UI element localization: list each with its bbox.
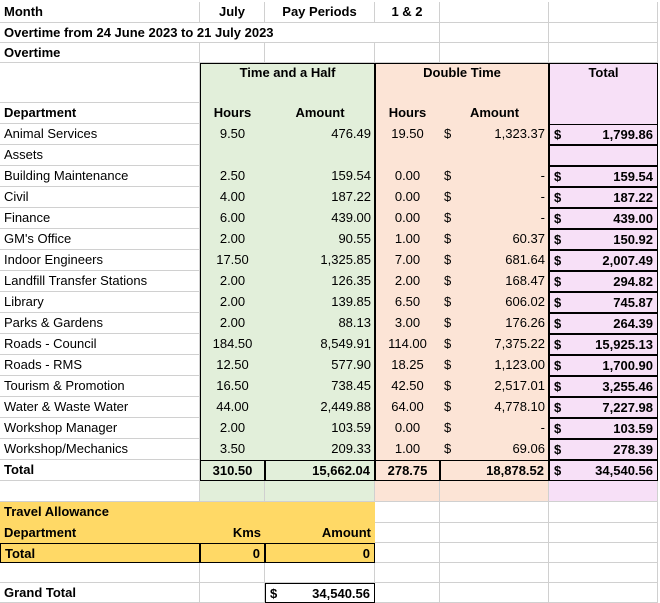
- row-total-value: 7,227.98: [602, 400, 653, 415]
- currency-symbol: $: [554, 379, 562, 394]
- dt-hours[interactable]: 7.00: [394, 252, 421, 267]
- col-th-hours[interactable]: Hours: [213, 105, 252, 120]
- month-label[interactable]: Month: [0, 2, 200, 23]
- currency-symbol: $: [554, 253, 562, 268]
- currency-symbol: $: [444, 210, 452, 225]
- th-hours[interactable]: 2.00: [219, 294, 246, 309]
- row-total-value: 187.22: [613, 190, 653, 205]
- currency-symbol: $: [554, 400, 562, 415]
- th-hours[interactable]: 2.00: [219, 420, 246, 435]
- row-total[interactable]: [549, 166, 658, 187]
- dt-amount[interactable]: [440, 439, 549, 460]
- empty-cell[interactable]: [0, 481, 200, 502]
- currency-symbol: $: [554, 358, 562, 373]
- travel-title[interactable]: Travel Allowance: [0, 502, 375, 523]
- th-hours[interactable]: 184.50: [212, 336, 253, 351]
- dt-amount[interactable]: [440, 250, 549, 271]
- department-name[interactable]: Water & Waste Water: [0, 397, 200, 418]
- currency-symbol: $: [554, 337, 562, 352]
- currency-symbol: $: [444, 231, 452, 246]
- department-name[interactable]: Roads - RMS: [0, 355, 200, 376]
- dt-amount-value: 4,778.10: [494, 399, 545, 414]
- pay-periods-value[interactable]: 1 & 2: [375, 2, 440, 23]
- month-value[interactable]: July: [200, 2, 265, 23]
- th-amount[interactable]: [265, 145, 375, 166]
- currency-symbol: $: [444, 420, 452, 435]
- dt-hours[interactable]: 114.00: [388, 336, 427, 351]
- empty-cell[interactable]: [549, 563, 658, 583]
- row-total[interactable]: [549, 229, 658, 250]
- row-total-value: 294.82: [613, 274, 653, 289]
- dt-hours[interactable]: 1.00: [394, 441, 421, 456]
- th-hours[interactable]: 2.00: [219, 315, 246, 330]
- empty-cell[interactable]: [375, 543, 440, 563]
- row-total[interactable]: [549, 208, 658, 229]
- empty-cell[interactable]: [440, 583, 549, 603]
- empty-cell[interactable]: [265, 563, 375, 583]
- currency-symbol: $: [554, 127, 562, 142]
- row-total[interactable]: [549, 145, 658, 166]
- empty-cell[interactable]: [440, 563, 549, 583]
- grand-total-value[interactable]: [265, 583, 375, 603]
- th-hours[interactable]: 2.00: [219, 273, 246, 288]
- col-department[interactable]: Department: [0, 103, 200, 124]
- department-name[interactable]: Assets: [0, 145, 200, 166]
- th-amount[interactable]: 1,325.85: [320, 252, 371, 267]
- grand-total-label[interactable]: Grand Total: [0, 583, 200, 603]
- currency-symbol: $: [444, 294, 452, 309]
- col-dt-hours[interactable]: Hours: [388, 105, 427, 120]
- row-total-value: 264.39: [613, 316, 653, 331]
- empty-cell[interactable]: [265, 481, 375, 502]
- row-total[interactable]: [549, 124, 658, 145]
- time-half-band[interactable]: [200, 83, 375, 103]
- row-total-value: 103.59: [613, 421, 653, 436]
- dt-amount-value: 606.02: [505, 294, 545, 309]
- dt-hours[interactable]: 0.00: [394, 210, 421, 225]
- empty-cell[interactable]: [440, 543, 549, 563]
- dt-hours[interactable]: 42.50: [391, 378, 424, 393]
- currency-symbol: $: [444, 189, 452, 204]
- dt-hours[interactable]: 6.50: [394, 294, 421, 309]
- dt-amount[interactable]: [440, 187, 549, 208]
- empty-cell[interactable]: [549, 543, 658, 563]
- total-band[interactable]: [549, 83, 658, 103]
- th-amount[interactable]: 2,449.88: [320, 399, 371, 414]
- currency-symbol: $: [444, 336, 452, 351]
- dt-amount[interactable]: [440, 376, 549, 397]
- empty-cell[interactable]: [200, 43, 265, 63]
- dt-amount[interactable]: [440, 145, 549, 166]
- th-hours[interactable]: 4.00: [219, 189, 246, 204]
- empty-cell[interactable]: [375, 563, 440, 583]
- currency-symbol: $: [270, 586, 278, 601]
- empty-cell[interactable]: [440, 43, 549, 63]
- dt-hours[interactable]: 2.00: [394, 273, 421, 288]
- currency-symbol: $: [554, 442, 562, 457]
- department-name[interactable]: Library: [0, 292, 200, 313]
- travel-col-kms[interactable]: Kms: [232, 525, 261, 540]
- row-total[interactable]: [549, 439, 658, 460]
- dt-amount-value: -: [540, 189, 545, 204]
- currency-symbol: $: [554, 274, 562, 289]
- currency-symbol: $: [444, 126, 452, 141]
- dt-amount-value: 7,375.22: [494, 336, 545, 351]
- empty-cell[interactable]: [0, 63, 200, 103]
- grand-total-value-value: 34,540.56: [312, 586, 370, 601]
- empty-cell[interactable]: [265, 43, 375, 63]
- pay-periods-label[interactable]: Pay Periods: [265, 2, 375, 23]
- row-total-value: 745.87: [613, 295, 653, 310]
- dt-amount-value: -: [540, 420, 545, 435]
- col-dt-amount[interactable]: Amount: [469, 105, 520, 120]
- total-band[interactable]: [549, 103, 658, 124]
- dt-hours[interactable]: 64.00: [391, 399, 424, 414]
- th-hours[interactable]: 17.50: [216, 252, 249, 267]
- department-name[interactable]: Parks & Gardens: [0, 313, 200, 334]
- dt-amount-value: 176.26: [505, 315, 545, 330]
- empty-cell[interactable]: [440, 481, 549, 502]
- th-amount[interactable]: 577.90: [331, 357, 371, 372]
- group-time-and-half[interactable]: Time and a Half: [239, 65, 336, 80]
- currency-symbol: $: [444, 441, 452, 456]
- row-total[interactable]: [549, 397, 658, 418]
- double-time-band[interactable]: [375, 83, 549, 103]
- travel-col-amount[interactable]: Amount: [321, 525, 371, 540]
- empty-cell[interactable]: [375, 583, 440, 603]
- currency-symbol: $: [444, 168, 452, 183]
- currency-symbol: $: [554, 169, 562, 184]
- th-amount[interactable]: 159.54: [331, 168, 371, 183]
- th-amount[interactable]: 8,549.91: [320, 336, 371, 351]
- th-amount[interactable]: 738.45: [331, 378, 371, 393]
- dt-amount-value: 681.64: [505, 252, 545, 267]
- currency-symbol: $: [444, 315, 452, 330]
- row-total[interactable]: [549, 292, 658, 313]
- th-amount[interactable]: 90.55: [338, 231, 371, 246]
- row-total-value: 1,799.86: [602, 127, 653, 142]
- dt-hours[interactable]: 18.25: [391, 357, 424, 372]
- empty-cell[interactable]: [0, 563, 200, 583]
- dt-amount[interactable]: [440, 334, 549, 355]
- group-total[interactable]: Total: [588, 65, 619, 80]
- row-total[interactable]: [549, 187, 658, 208]
- dt-amount[interactable]: [440, 208, 549, 229]
- dt-hours[interactable]: 3.00: [394, 315, 421, 330]
- dt-amount[interactable]: [440, 418, 549, 439]
- dt-amount[interactable]: [440, 355, 549, 376]
- dt-amount[interactable]: [440, 397, 549, 418]
- row-total[interactable]: [549, 313, 658, 334]
- total-th-hours[interactable]: 310.50: [200, 460, 265, 481]
- th-hours[interactable]: 44.00: [216, 399, 249, 414]
- dt-amount-value: 1,323.37: [494, 126, 545, 141]
- total-dt-hours[interactable]: 278.75: [375, 460, 440, 481]
- dt-amount[interactable]: [440, 166, 549, 187]
- th-hours[interactable]: 16.50: [216, 378, 249, 393]
- currency-symbol: $: [554, 463, 562, 478]
- travel-total-label[interactable]: Total: [0, 543, 200, 563]
- currency-symbol: $: [444, 252, 452, 267]
- department-name[interactable]: Indoor Engineers: [0, 250, 200, 271]
- dt-hours[interactable]: 0.00: [394, 168, 421, 183]
- th-amount[interactable]: 103.59: [331, 420, 371, 435]
- row-total-value: 439.00: [613, 211, 653, 226]
- dt-amount-value: 1,123.00: [494, 357, 545, 372]
- dt-hours[interactable]: 19.50: [391, 126, 424, 141]
- empty-cell[interactable]: [549, 43, 658, 63]
- empty-cell[interactable]: [200, 563, 265, 583]
- empty-cell[interactable]: [549, 481, 658, 502]
- department-name[interactable]: Building Maintenance: [0, 166, 200, 187]
- row-total[interactable]: [549, 250, 658, 271]
- total-dt-amount[interactable]: 18,878.52: [440, 460, 549, 481]
- empty-cell[interactable]: [549, 23, 658, 43]
- currency-symbol: $: [554, 211, 562, 226]
- currency-symbol: $: [444, 273, 452, 288]
- empty-cell[interactable]: [440, 2, 549, 23]
- th-amount[interactable]: 126.35: [331, 273, 371, 288]
- overtime-range[interactable]: Overtime from 24 June 2023 to 21 July 2023: [0, 23, 440, 43]
- th-hours[interactable]: 2.00: [219, 231, 246, 246]
- th-amount[interactable]: 476.49: [331, 126, 371, 141]
- currency-symbol: $: [444, 378, 452, 393]
- currency-symbol: $: [554, 232, 562, 247]
- th-amount[interactable]: 88.13: [338, 315, 371, 330]
- empty-cell[interactable]: [200, 583, 265, 603]
- row-total-value: 3,255.46: [602, 379, 653, 394]
- dt-amount[interactable]: [440, 229, 549, 250]
- currency-symbol: $: [444, 399, 452, 414]
- th-hours[interactable]: 2.50: [219, 168, 246, 183]
- travel-total-amount[interactable]: 0: [265, 543, 375, 563]
- dt-amount-value: 69.06: [512, 441, 545, 456]
- grand-overtime-total[interactable]: [549, 460, 658, 481]
- empty-cell[interactable]: [549, 502, 658, 523]
- dt-amount[interactable]: [440, 292, 549, 313]
- grand-overtime-total-value: 34,540.56: [595, 463, 653, 478]
- empty-cell[interactable]: [440, 23, 549, 43]
- row-total-value: 15,925.13: [595, 337, 653, 352]
- dt-amount-value: -: [540, 210, 545, 225]
- row-total-value: 278.39: [613, 442, 653, 457]
- empty-cell[interactable]: [375, 481, 440, 502]
- th-amount[interactable]: 439.00: [331, 210, 371, 225]
- currency-symbol: $: [444, 357, 452, 372]
- currency-symbol: $: [554, 295, 562, 310]
- th-hours[interactable]: 9.50: [219, 126, 246, 141]
- dt-amount-value: 168.47: [505, 273, 545, 288]
- row-total[interactable]: [549, 418, 658, 439]
- department-name[interactable]: Workshop Manager: [0, 418, 200, 439]
- th-hours[interactable]: 6.00: [219, 210, 246, 225]
- department-name[interactable]: Workshop/Mechanics: [0, 439, 200, 460]
- empty-cell[interactable]: [440, 502, 549, 523]
- dt-amount-value: 2,517.01: [494, 378, 545, 393]
- travel-total-kms[interactable]: 0: [200, 543, 265, 563]
- empty-cell[interactable]: [549, 583, 658, 603]
- row-total-value: 159.54: [613, 169, 653, 184]
- department-name[interactable]: Civil: [0, 187, 200, 208]
- dt-amount[interactable]: [440, 124, 549, 145]
- empty-cell[interactable]: [549, 523, 658, 543]
- row-total[interactable]: [549, 271, 658, 292]
- row-total[interactable]: [549, 334, 658, 355]
- dt-hours[interactable]: 0.00: [394, 420, 421, 435]
- travel-col-department[interactable]: Department: [4, 525, 77, 540]
- currency-symbol: $: [554, 316, 562, 331]
- department-name[interactable]: Tourism & Promotion: [0, 376, 200, 397]
- th-hours[interactable]: 12.50: [216, 357, 249, 372]
- empty-cell[interactable]: [440, 523, 549, 543]
- currency-symbol: $: [554, 421, 562, 436]
- total-th-amount[interactable]: 15,662.04: [265, 460, 375, 481]
- th-hours[interactable]: [200, 145, 265, 166]
- total-label[interactable]: Total: [0, 460, 200, 481]
- dt-hours[interactable]: 1.00: [394, 231, 421, 246]
- empty-cell[interactable]: [549, 2, 658, 23]
- dt-hours[interactable]: 0.00: [394, 189, 421, 204]
- empty-cell[interactable]: [375, 523, 440, 543]
- th-hours[interactable]: 3.50: [219, 441, 246, 456]
- department-name[interactable]: Landfill Transfer Stations: [0, 271, 200, 292]
- empty-cell[interactable]: [200, 481, 265, 502]
- col-th-amount[interactable]: Amount: [295, 105, 345, 120]
- empty-cell[interactable]: [375, 502, 440, 523]
- dt-amount-value: -: [540, 168, 545, 183]
- row-total[interactable]: [549, 355, 658, 376]
- department-name[interactable]: Roads - Council: [0, 334, 200, 355]
- department-name[interactable]: GM's Office: [0, 229, 200, 250]
- th-amount[interactable]: 209.33: [331, 441, 371, 456]
- th-amount[interactable]: 187.22: [331, 189, 371, 204]
- dt-hours[interactable]: [375, 145, 440, 166]
- dt-amount[interactable]: [440, 313, 549, 334]
- currency-symbol: $: [554, 190, 562, 205]
- row-total-value: 150.92: [613, 232, 653, 247]
- row-total-value: 1,700.90: [602, 358, 653, 373]
- th-amount[interactable]: 139.85: [331, 294, 371, 309]
- empty-cell[interactable]: [375, 43, 440, 63]
- department-name[interactable]: Finance: [0, 208, 200, 229]
- row-total-value: 2,007.49: [602, 253, 653, 268]
- row-total[interactable]: [549, 376, 658, 397]
- dt-amount-value: 60.37: [512, 231, 545, 246]
- department-name[interactable]: Animal Services: [0, 124, 200, 145]
- dt-amount[interactable]: [440, 271, 549, 292]
- section-title[interactable]: Overtime: [0, 43, 200, 63]
- group-double-time[interactable]: Double Time: [423, 65, 501, 80]
